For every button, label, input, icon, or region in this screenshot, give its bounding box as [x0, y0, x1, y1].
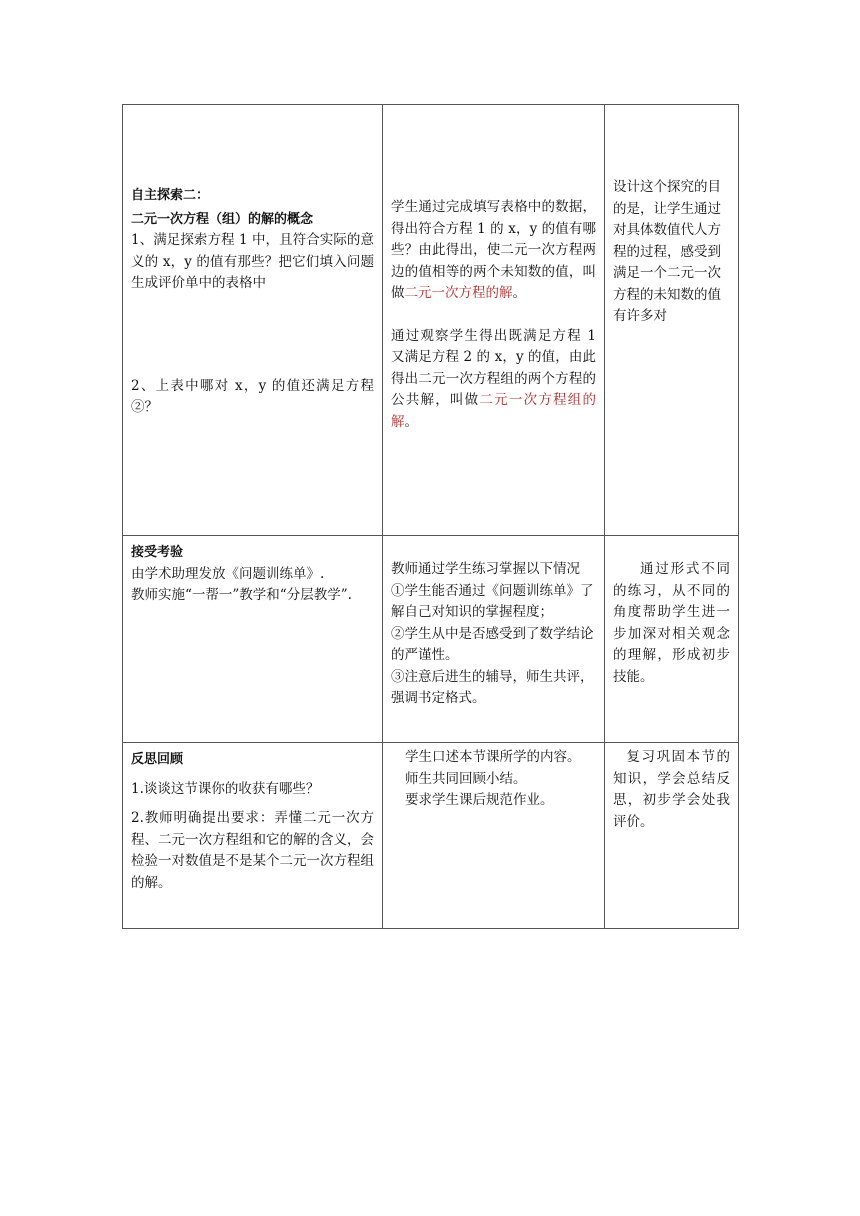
review-line-3: 要求学生课后规范作业。 — [405, 792, 554, 808]
test-item-3: ③注意后进生的辅导，师生共评，强调书定格式。 — [391, 668, 594, 706]
definition-end-1: 。 — [512, 285, 526, 301]
test-intro: 教师通过学生练习掌握以下情况 — [391, 561, 580, 577]
test-line-1: 由学术助理发放《问题训练单》. — [131, 565, 325, 582]
definition-paragraph-2 — [391, 326, 596, 434]
explore-student-cell — [383, 105, 605, 536]
section-heading: 接受考验 — [131, 545, 184, 560]
definition-text-1: 学生通过完成填写表格中的数据，得出符合方程 1 的 x，y 的值有哪些？由此得出，使二元一次方程两边的值相等的两个未知数的值，叫做 — [391, 199, 596, 301]
review-item-2: 2.教师明确提出要求：弄懂二元一次方程、二元一次方程组和它的解的含义，会检验一对数值是不是某个二元一次方程组的解。 — [131, 810, 374, 891]
explore-activity-cell — [123, 105, 383, 536]
definition-text-2: 通过观察学生得出既满足方程 1 又满足方程 2 的 x，y 的值，由此得出二元一次方程组的两个方程的公共解，叫做 — [391, 327, 596, 408]
test-teacher-cell — [383, 536, 605, 743]
term-equation-solution: 二元一次方程的解 — [404, 285, 513, 301]
question-2: 2、上表中哪对 x，y 的值还满足方程②？ — [131, 377, 374, 415]
table-row-test — [123, 536, 739, 743]
test-purpose-cell — [605, 536, 739, 743]
test-line-2: 教师实施“一帮一”教学和“分层教学”. — [131, 587, 352, 603]
review-student-cell — [383, 743, 605, 929]
lesson-plan-table — [122, 104, 739, 929]
review-activity-cell — [123, 743, 383, 929]
purpose-text: 复习巩固本节的知识，学会总结反思，初步学会处我评价。 — [613, 749, 730, 830]
review-line-1: 学生口述本节课所学的内容。 — [405, 749, 581, 765]
section-subheading: 二元一次方程（组）的解的概念 — [131, 211, 314, 227]
section-heading: 反思回顾 — [131, 752, 184, 767]
definition-paragraph-1 — [391, 197, 596, 305]
purpose-text: 设计这个探究的目的是，让学生通过对具体数值代人方程的过程，感受到满足一个二元一次方程的未知数的值有许多对 — [613, 179, 721, 324]
definition-end-2: 。 — [404, 413, 418, 430]
test-item-1: ①学生能否通过《问题训练单》了解自己对知识的掌握程度； — [391, 582, 594, 620]
test-item-2: ②学生从中是否感受到了数学结论的严谨性。 — [391, 625, 594, 663]
review-line-2: 师生共同回顾小结。 — [405, 770, 527, 787]
purpose-text: 通过形式不同的练习，从不同的角度帮助学生进一步加深对相关观念的理解，形成初步技能。 — [613, 561, 730, 685]
explore-purpose-cell — [605, 105, 739, 536]
table-row-explore — [123, 105, 739, 536]
review-purpose-cell — [605, 743, 739, 929]
review-item-1: 1.谈谈这节课你的收获有哪些？ — [131, 780, 320, 797]
section-heading: 自主探索二： — [131, 188, 210, 203]
table-row-review — [123, 743, 739, 929]
term-system-solution: 二元一次方程组的解 — [391, 392, 597, 430]
test-activity-cell — [123, 536, 383, 743]
question-1: 1、满足探索方程 1 中，且符合实际的意义的 x，y 的值有那些？把它们填入问题生成评价单中的表格中 — [131, 232, 374, 291]
